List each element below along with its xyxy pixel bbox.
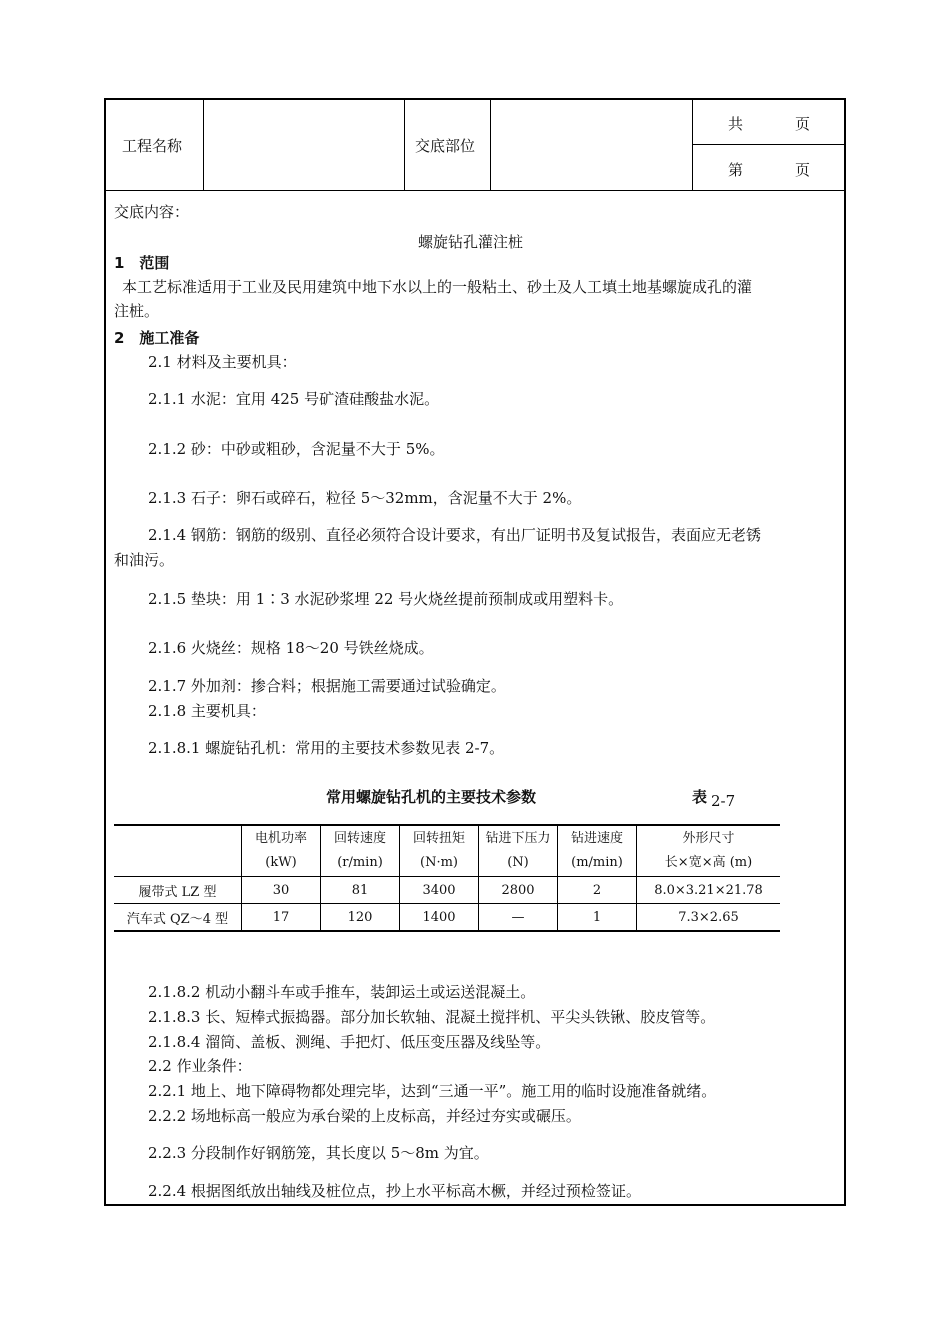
header-bottom-line: [104, 190, 846, 191]
project-name-label: 工程名称: [122, 137, 183, 155]
intro-label: 交底内容：: [114, 203, 190, 221]
header-divider-1: [203, 98, 204, 191]
section-1-heading: 1 范围: [114, 254, 170, 272]
table-number-label: 表: [692, 788, 708, 806]
spec-table: [114, 824, 780, 932]
section-2-1-5: 2.1.5 垫块：用 1∶3 水泥砂浆埋 22 号火烧丝提前预制成或用塑料卡。: [148, 590, 624, 608]
section-2-2-2: 2.2.2 场地标高一般应为承台梁的上皮标高，并经过夯实或碾压。: [148, 1107, 581, 1125]
row-2-drill-speed: 1: [558, 904, 637, 932]
header-divider-4: [692, 98, 693, 191]
row-1-drill-speed: 2: [558, 877, 637, 904]
table-caption: 常用螺旋钻孔机的主要技术参数: [326, 788, 537, 806]
row-1-torque: 3400: [400, 877, 479, 904]
row-2-down-pressure: —: [479, 904, 558, 932]
section-2-1-2: 2.1.2 砂：中砂或粗砂，含泥量不大于 5%。: [148, 440, 445, 458]
section-2-1-1: 2.1.1 水泥：宜用 425 号矿渣硅酸盐水泥。: [148, 390, 440, 408]
section-2-1-4-line-2: 和油污。: [114, 551, 175, 569]
section-2-1-7: 2.1.7 外加剂：掺合料；根据施工需要通过试验确定。: [148, 677, 506, 695]
section-2-1-8-3: 2.1.8.3 长、短棒式振捣器。部分加长软轴、混凝土搅拌机、平尖头铁锹、胶皮管等。: [148, 1008, 716, 1026]
section-1-line-1: 本工艺标准适用于工业及民用建筑中地下水以上的一般粘土、砂土及人工填土地基螺旋成孔的灌: [122, 278, 753, 296]
section-2-2-1: 2.2.1 地上、地下障碍物都处理完毕，达到“三通一平”。施工用的临时设施准备就绪。: [148, 1082, 717, 1100]
section-2-1-8: 2.1.8 主要机具：: [148, 702, 266, 720]
row-1-power: 30: [242, 877, 321, 904]
total-pages-char2: 页: [795, 115, 811, 133]
row-2-model: 汽车式 QZ～4 型: [114, 904, 242, 932]
section-2-2-4: 2.2.4 根据图纸放出轴线及桩位点，抄上水平标高木橛，并经过预检签证。: [148, 1182, 641, 1200]
section-2-1-3: 2.1.3 石子：卵石或碎石，粒径 5～32mm，含泥量不大于 2%。: [148, 489, 582, 507]
table-number: 2-7: [711, 792, 736, 810]
section-2-1-8-4: 2.1.8.4 溜筒、盖板、测绳、手把灯、低压变压器及线坠等。: [148, 1033, 551, 1051]
section-2-2: 2.2 作业条件：: [148, 1057, 252, 1075]
section-2-1: 2.1 材料及主要机具：: [148, 353, 297, 371]
total-pages-char1: 共: [728, 115, 744, 133]
row-1-down-pressure: 2800: [479, 877, 558, 904]
section-2-1-4-line-1: 2.1.4 钢筋：钢筋的级别、直径必须符合设计要求，有出厂证明书及复试报告，表面应无老锈: [148, 526, 761, 544]
page-no-char1: 第: [728, 161, 744, 179]
row-2-dimensions: 7.3×2.65: [637, 904, 781, 932]
header-cell-blank: [114, 825, 242, 877]
header-cell-down-pressure: 钻进下压力 (N): [479, 825, 558, 877]
row-1-rotation-speed: 81: [321, 877, 400, 904]
page-no-char2: 页: [795, 161, 811, 179]
header-cell-torque: 回转扭矩 (N·m): [400, 825, 479, 877]
section-2-1-8-2: 2.1.8.2 机动小翻斗车或手推车，装卸运土或运送混凝土。: [148, 983, 536, 1001]
section-1-line-2: 注桩。: [114, 302, 160, 320]
header-cell-power: 电机功率 (kW): [242, 825, 321, 877]
header-divider-2: [404, 98, 405, 191]
page-cell-divider: [692, 144, 846, 145]
row-2-power: 17: [242, 904, 321, 932]
section-2-2-3: 2.2.3 分段制作好钢筋笼，其长度以 5～8m 为宜。: [148, 1144, 489, 1162]
table-row: [114, 904, 780, 932]
part-label: 交底部位: [415, 137, 476, 155]
table-header-row: [114, 825, 780, 877]
header-divider-3: [490, 98, 491, 191]
document-title: 螺旋钻孔灌注桩: [418, 233, 524, 251]
table-row: [114, 877, 780, 904]
row-2-torque: 1400: [400, 904, 479, 932]
header-cell-dimensions: 外形尺寸 长×宽×高 (m): [637, 825, 781, 877]
row-1-dimensions: 8.0×3.21×21.78: [637, 877, 781, 904]
header-cell-rotation-speed: 回转速度 (r/min): [321, 825, 400, 877]
section-2-heading: 2 施工准备: [114, 329, 200, 347]
section-2-1-8-1: 2.1.8.1 螺旋钻孔机：常用的主要技术参数见表 2-7。: [148, 739, 505, 757]
header-cell-drill-speed: 钻进速度 (m/min): [558, 825, 637, 877]
row-2-rotation-speed: 120: [321, 904, 400, 932]
row-1-model: 履带式 LZ 型: [114, 877, 242, 904]
section-2-1-6: 2.1.6 火烧丝：规格 18～20 号铁丝烧成。: [148, 639, 434, 657]
